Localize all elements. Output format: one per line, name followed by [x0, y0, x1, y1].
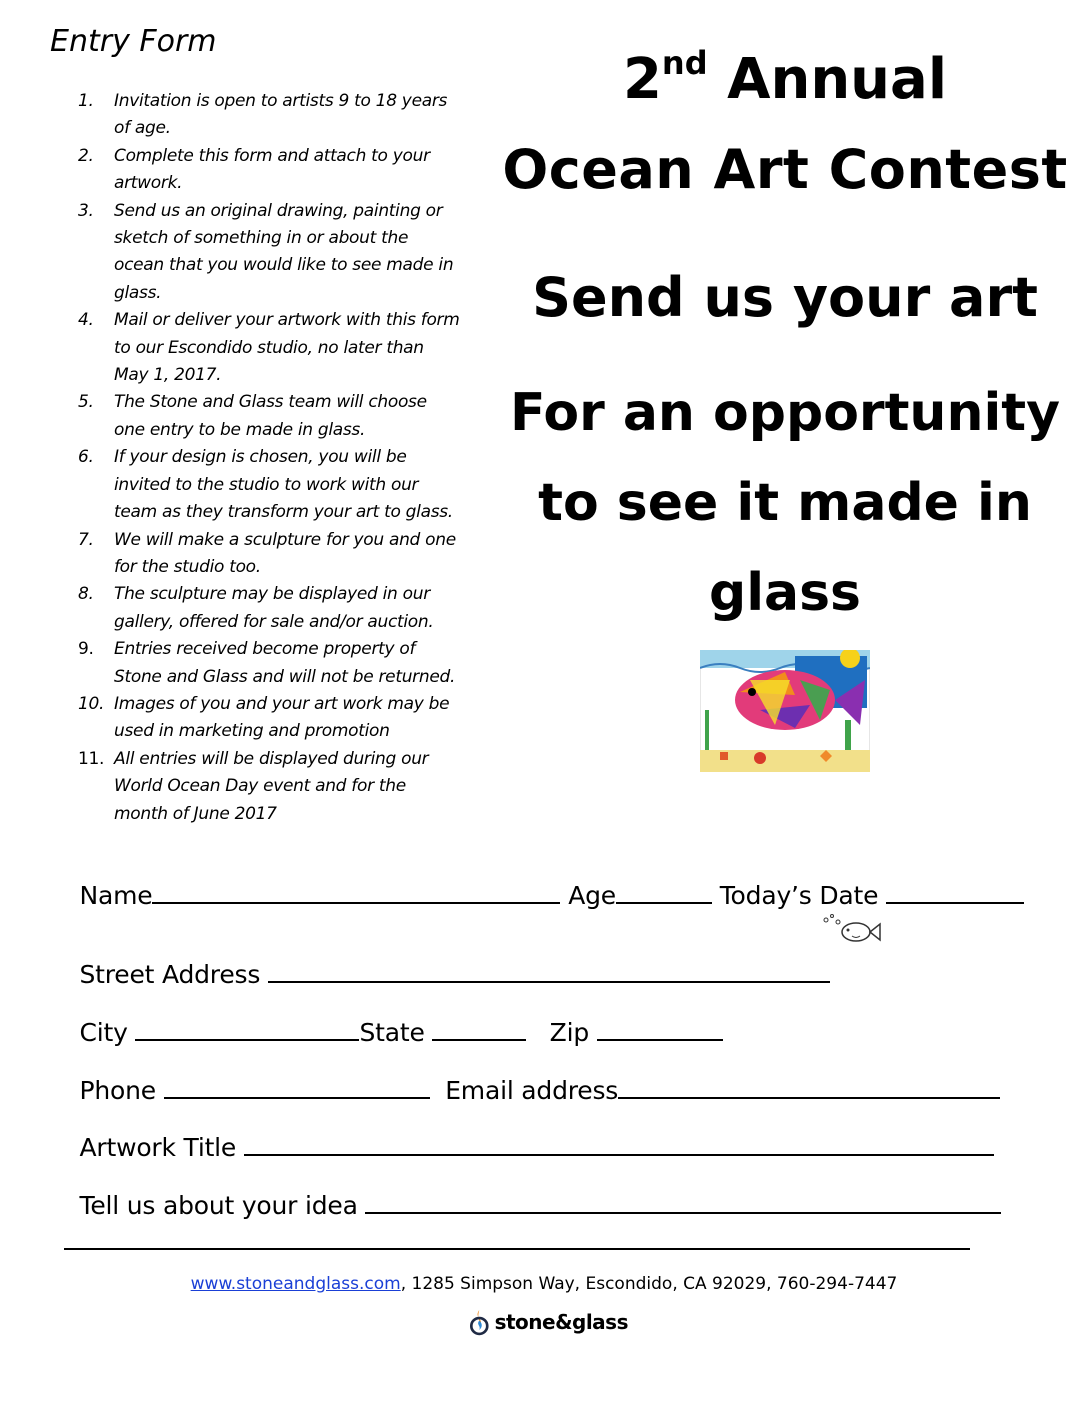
name-label: Name: [79, 881, 153, 910]
entry-form-title: Entry Form: [50, 24, 217, 59]
row-street-address: [64, 930, 830, 989]
opportunity-line-3: glass: [708, 563, 862, 623]
rule-number: 7.: [78, 529, 94, 550]
row-idea: [64, 1161, 1001, 1220]
city-field[interactable]: [135, 1017, 359, 1041]
headline-annual: [490, 40, 1080, 120]
rule-text: Send us an original drawing, painting or sketch of something in or about the ocean that you would like to see made in glass.: [114, 200, 454, 303]
rule-text: All entries will be displayed during our World Ocean Day event and for the month of June 2017: [114, 748, 429, 824]
rule-number: 2.: [78, 145, 94, 166]
rule-item: [78, 581, 460, 636]
flame-logo-icon: [468, 1302, 491, 1342]
street-address-field[interactable]: [268, 959, 830, 983]
zip-label: Zip: [549, 1018, 589, 1047]
footer-address: , 1285 Simpson Way, Escondido, CA 92029, 760-294-7447: [400, 1274, 898, 1294]
row-city-state-zip: [64, 988, 723, 1047]
ordinal-suffix: nd: [661, 44, 708, 82]
rule-item: [78, 636, 460, 691]
rule-number: 8.: [78, 584, 94, 605]
rule-item: [78, 527, 460, 582]
rule-number: 3.: [78, 200, 94, 221]
rule-number: 4.: [78, 310, 94, 331]
phone-label: Phone: [79, 1076, 156, 1105]
rule-item: [78, 307, 460, 389]
opportunity-line-2: to see it made in: [538, 473, 1032, 533]
rule-item: [78, 691, 460, 746]
rule-item: [78, 143, 460, 198]
rule-item: [78, 198, 460, 308]
row-artwork-title: [64, 1103, 994, 1162]
city-label: City: [79, 1018, 128, 1047]
rule-number: 11.: [78, 748, 105, 769]
zip-field[interactable]: [597, 1017, 723, 1041]
rule-text: The Stone and Glass team will choose one entry to be made in glass.: [114, 392, 427, 440]
stone-glass-logo: [468, 1300, 628, 1344]
opportunity-line-1: For an opportunity: [509, 383, 1061, 443]
rule-text: Invitation is open to artists 9 to 18 years of age.: [114, 91, 448, 139]
rule-text: We will make a sculpture for you and one for the studio too.: [114, 529, 456, 577]
rule-item: [78, 444, 460, 526]
idea-field[interactable]: [365, 1190, 1001, 1214]
rule-text: Mail or deliver your artwork with this form to our Escondido studio, no later than May 1, 2017.: [114, 310, 460, 386]
rule-text: Complete this form and attach to your artwork.: [114, 145, 430, 194]
age-label: Age: [568, 881, 616, 910]
phone-field[interactable]: [164, 1075, 430, 1099]
annual-label: Annual: [707, 47, 948, 112]
rule-text: Entries received become property of Stone and Glass and will not be returned.: [114, 639, 456, 687]
idea-label: Tell us about your idea: [79, 1191, 358, 1220]
rule-number: 5.: [78, 392, 94, 413]
fish-painting-image: [700, 650, 870, 772]
website-link[interactable]: www.stoneandglass.com: [190, 1274, 401, 1294]
email-field[interactable]: [618, 1075, 1000, 1099]
row-name-age-date: [64, 851, 1024, 910]
send-art-heading: Send us your art: [532, 266, 1038, 329]
rule-number: 1.: [78, 91, 94, 111]
rule-number: 9.: [78, 639, 94, 660]
todays-date-label: Today’s Date: [719, 881, 879, 910]
ordinal-number: 2: [622, 47, 662, 112]
contest-title: Ocean Art Contest: [502, 138, 1068, 201]
rule-item: [78, 389, 460, 444]
name-field[interactable]: [152, 880, 560, 904]
artwork-title-field[interactable]: [244, 1132, 994, 1156]
todays-date-field[interactable]: [886, 880, 1024, 904]
street-address-label: Street Address: [79, 960, 261, 989]
rule-text: Images of you and your art work may be used in marketing and promotion: [114, 693, 450, 742]
rule-item: [78, 746, 460, 828]
artwork-title-label: Artwork Title: [79, 1133, 237, 1162]
rule-item: [78, 88, 460, 143]
email-label: Email address: [445, 1076, 619, 1105]
idea-continuation-field[interactable]: [64, 1222, 970, 1250]
opportunity-heading: [490, 368, 1080, 638]
footer-contact: [0, 1274, 1088, 1294]
row-phone-email: [64, 1046, 1000, 1105]
state-field[interactable]: [432, 1017, 526, 1041]
rule-number: 6.: [78, 447, 94, 468]
age-field[interactable]: [616, 880, 712, 904]
logo-text: stone&glass: [494, 1310, 628, 1334]
rule-number: 10.: [78, 693, 105, 714]
rule-text: If your design is chosen, you will be invited to the studio to work with our team as they transform your art to glass.: [114, 447, 453, 523]
rule-text: The sculpture may be displayed in our gallery, offered for sale and/or auction.: [114, 584, 434, 632]
rules-list: [78, 88, 460, 828]
state-label: State: [359, 1018, 425, 1047]
